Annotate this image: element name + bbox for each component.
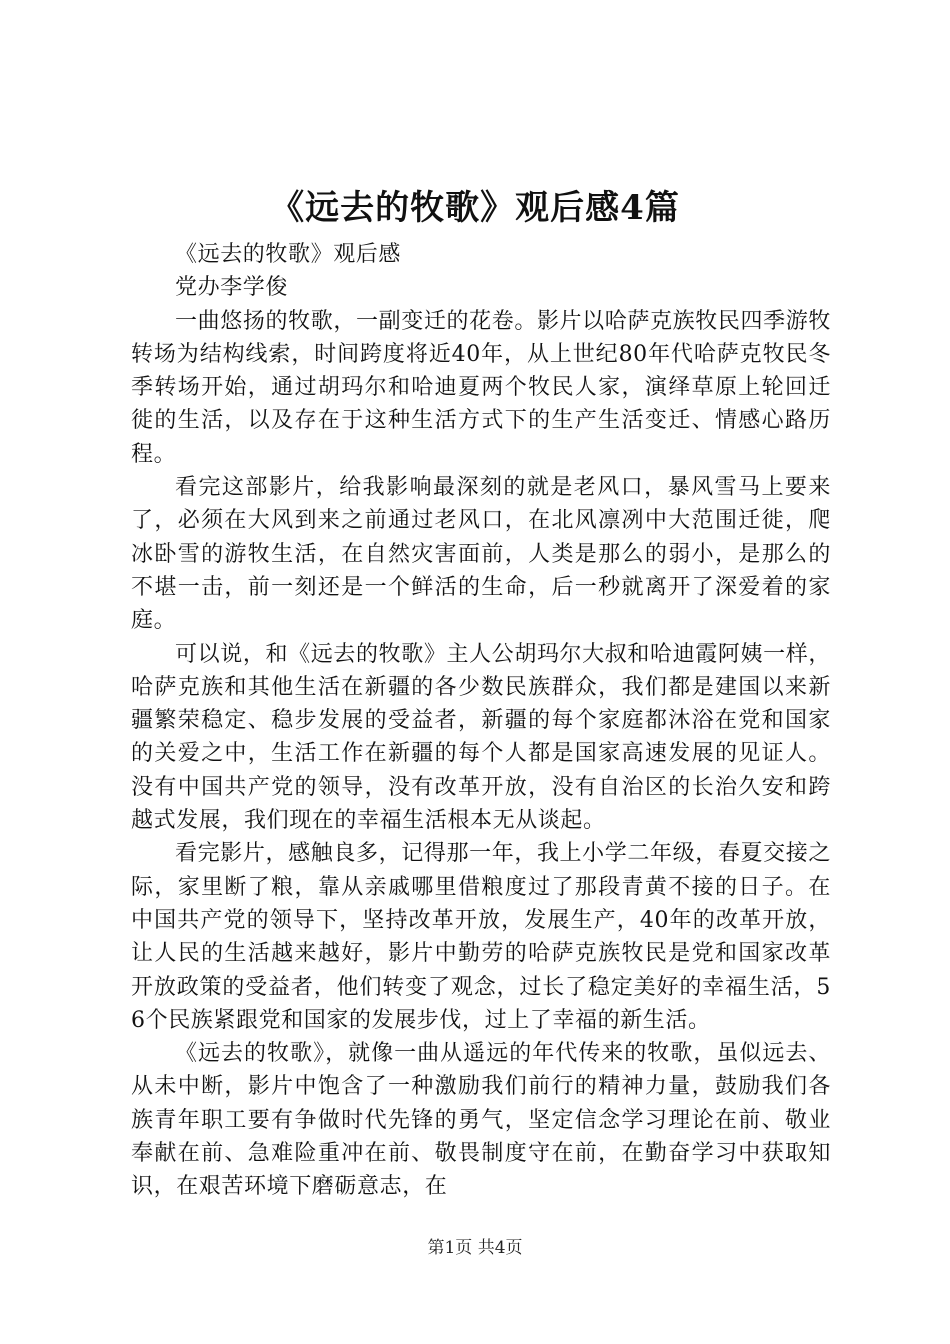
subtitle-paragraph: 《远去的牧歌》观后感 bbox=[175, 242, 402, 267]
document-body bbox=[131, 238, 831, 1204]
author-line: 党办李学俊 bbox=[175, 275, 289, 301]
body-paragraph: 一曲悠扬的牧歌，一副变迁的花卷。影片以哈萨克族牧民四季游牧转场为结构线索，时间跨度将近40年，从上世纪80年代哈萨克牧民冬季转场开始，通过胡玛尔和哈迪夏两个牧民人家，演绎草原上轮回迁徙的生活，以及存在于这种生活方式下的生产生活变迁、情感心路历程。 bbox=[131, 308, 831, 467]
document-title: 《远去的牧歌》观后感4篇 bbox=[270, 188, 680, 228]
body-paragraph: 《远去的牧歌》，就像一曲从遥远的年代传来的牧歌，虽似远去、从未中断，影片中饱含了一种激励我们前行的精神力量，鼓励我们各族青年职工要有争做时代先锋的勇气，坚定信念学习理论在前、敬业奉献在前、急难险重冲在前、敬畏制度守在前，在勤奋学习中获取知识，在艰苦环境下磨砺意志，在 bbox=[131, 1041, 831, 1200]
body-paragraph: 看完这部影片，给我影响最深刻的就是老风口，暴风雪马上要来了，必须在大风到来之前通过老风口，在北风凛冽中大范围迁徙，爬冰卧雪的游牧生活，在自然灾害面前，人类是那么的弱小，是那么的不堪一击，前一刻还是一个鲜活的生命，后一秒就离开了深爱着的家庭。 bbox=[131, 475, 831, 634]
body-paragraph: 看完影片，感触良多，记得那一年，我上小学二年级，春夏交接之际，家里断了粮，靠从亲戚哪里借粮度过了那段青黄不接的日子。在中国共产党的领导下，坚持改革开放，发展生产，40年的改革开放，让人民的生活越来越好，影片中勤劳的哈萨克族牧民是党和国家改革开放政策的受益者，他们转变了观念，过长了稳定美好的幸福生活，56个民族紧跟党和国家的发展步伐，过上了幸福的新生活。 bbox=[131, 841, 831, 1033]
page-footer: 第1页 共4页 bbox=[427, 1238, 523, 1258]
body-paragraph: 可以说，和《远去的牧歌》主人公胡玛尔大叔和哈迪霞阿姨一样，哈萨克族和其他生活在新疆的各少数民族群众，我们都是建国以来新疆繁荣稳定、稳步发展的受益者，新疆的每个家庭都沐浴在党和国家的关爱之中，生活工作在新疆的每个人都是国家高速发展的见证人。没有中国共产党的领导，没有改革开放，没有自治区的长治久安和跨越式发展，我们现在的幸福生活根本无从谈起。 bbox=[131, 641, 831, 834]
